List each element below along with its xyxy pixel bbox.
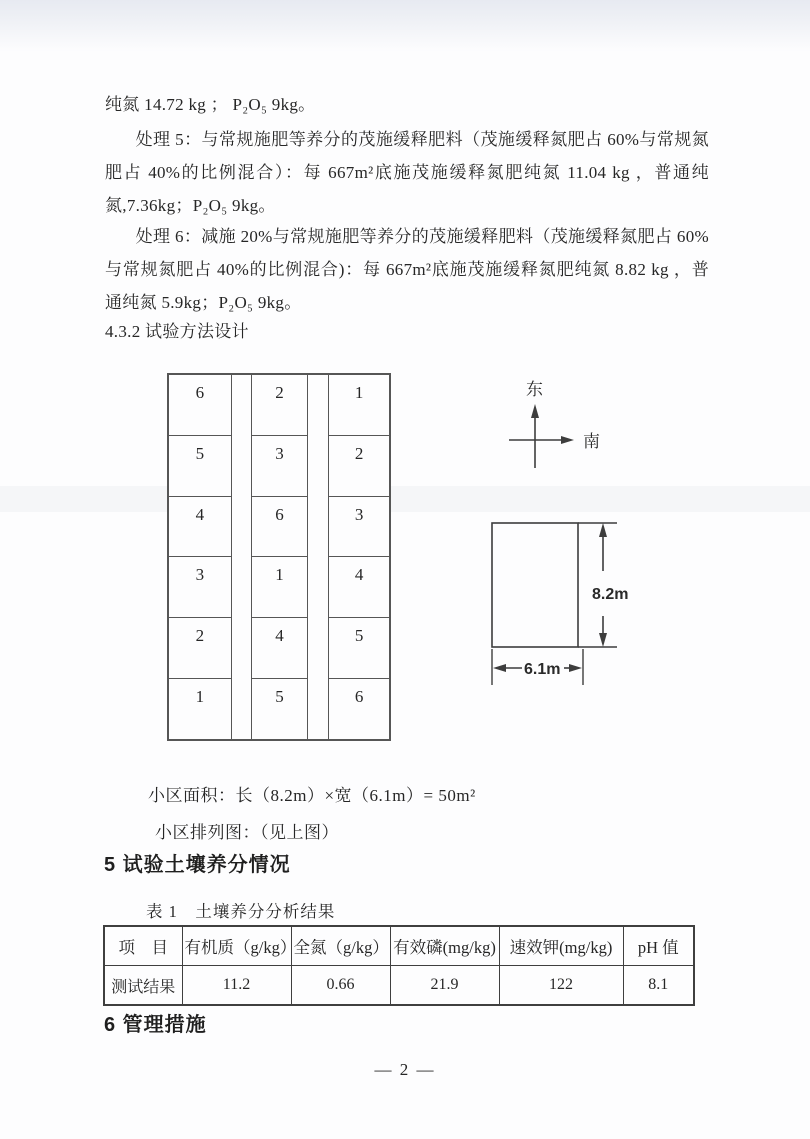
table-header-total-nitrogen: 全氮（g/kg）: [291, 926, 390, 966]
plot-layout-note: 小区排列图：（见上图）: [155, 823, 339, 842]
plot-cell: 6: [354, 687, 364, 707]
plot-area-note: 小区面积：长（8.2m）×宽（6.1m）= 50m²: [148, 786, 476, 805]
compass-south-label: 南: [583, 432, 600, 451]
plot-cell: 2: [329, 436, 389, 497]
plot-cell: 1: [195, 687, 205, 707]
soil-nutrient-table: [103, 925, 695, 1006]
plot-column-3: [328, 375, 389, 739]
table-cell-available-potassium: 122: [499, 966, 623, 1006]
dimension-down-arrow-icon: [599, 633, 607, 647]
plot-column-2: [251, 375, 309, 739]
table-header-available-potassium: 速效钾(mg/kg): [499, 926, 623, 966]
plot-aisle: [308, 375, 328, 739]
plot-cell: 4: [329, 557, 389, 618]
plot-dimension-diagram: [480, 515, 660, 695]
plot-column-1: [169, 375, 232, 739]
dimension-right-arrow-icon: [569, 664, 582, 672]
paragraph-intro-tail: 纯氮 14.72 kg ； P₂O₅ 9kg。: [105, 95, 316, 114]
section-6-heading: 6 管理措施: [104, 1014, 207, 1036]
plot-cell: 5: [329, 618, 389, 679]
plot-cell: 1: [252, 557, 308, 618]
table-header-row: [104, 926, 694, 966]
plot-layout-diagram: [167, 373, 391, 741]
plot-cell: 6: [252, 497, 308, 558]
dimension-up-arrow-icon: [599, 523, 607, 537]
table-cell-available-phosphorus: 21.9: [390, 966, 499, 1006]
plot-cell: 5: [275, 687, 284, 707]
plot-cell: 2: [252, 375, 308, 436]
paragraph-treatment-5: 处理 5：与常规施肥等养分的茂施缓释肥料（茂施缓释氮肥占 60%与常规氮肥占 40%的比例混合）：每 667m²底施茂施缓释氮肥纯氮 11.04 kg ，普通纯氮,7.36kg；P₂O₅ 9kg。: [105, 130, 709, 215]
section-title-4-3-2: 4.3.2 试验方法设计: [105, 322, 249, 341]
table-header-ph: pH 值: [623, 926, 694, 966]
plot-cell: 3: [329, 497, 389, 558]
plot-aisle: [232, 375, 251, 739]
paragraph-treatment-6: 处理 6：减施 20%与常规施肥等养分的茂施缓释肥料（茂施缓释氮肥占 60%与常规氮肥占 40%的比例混合)：每 667m²底施茂施缓释氮肥纯氮 8.82 kg ，普通纯氮 5.9kg；P₂O₅ 9kg。: [105, 227, 709, 312]
plot-cell: 3: [169, 557, 231, 618]
compass-up-arrow-icon: [531, 404, 539, 418]
plot-cell: 6: [169, 375, 231, 436]
compass-orientation-diagram: [495, 373, 615, 473]
table-cell-total-nitrogen: 0.66: [291, 966, 390, 1006]
plot-cell: 4: [252, 618, 308, 679]
height-dimension-label: 8.2m: [592, 586, 629, 603]
table-cell-row-label: 测试结果: [104, 966, 182, 1006]
compass-right-arrow-icon: [561, 436, 574, 444]
width-dimension-label: 6.1m: [524, 661, 561, 678]
scan-top-shade: [0, 0, 810, 52]
page-number: — 2 —: [374, 1060, 436, 1079]
compass-east-label: 东: [526, 380, 543, 399]
plot-cell: 3: [252, 436, 308, 497]
table-cell-ph: 8.1: [623, 966, 694, 1006]
table-1-caption: 表 1 土壤养分分析结果: [146, 902, 336, 921]
scan-artifact-band: [0, 486, 810, 512]
plot-cell: 1: [329, 375, 389, 436]
table-header-organic-matter: 有机质（g/kg）: [182, 926, 291, 966]
plot-cell: 4: [169, 497, 231, 558]
section-5-heading: 5 试验土壤养分情况: [104, 854, 291, 876]
table-header-item: 项 目: [104, 926, 182, 966]
table-row: [104, 966, 694, 1006]
table-cell-organic-matter: 11.2: [182, 966, 291, 1006]
plot-cell: 5: [169, 436, 231, 497]
plot-cell: 2: [169, 618, 231, 679]
table-header-available-phosphorus: 有效磷(mg/kg): [390, 926, 499, 966]
dimension-left-arrow-icon: [493, 664, 506, 672]
